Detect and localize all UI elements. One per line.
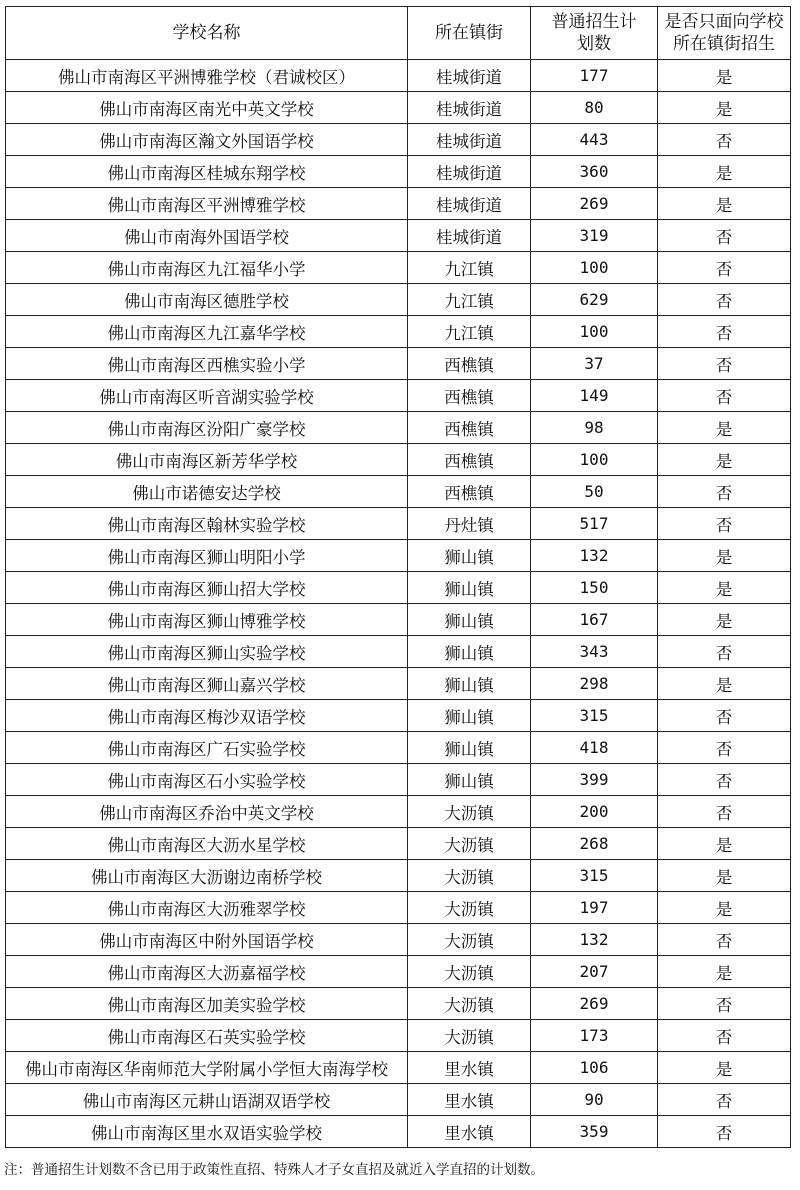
table-row [6,764,791,796]
plan-count-cell: 399 [531,764,658,796]
school-name-cell: 佛山市南海区狮山招大学校 [6,572,408,604]
table-row [6,124,791,156]
table-row [6,636,791,668]
plan-count-cell: 269 [531,988,658,1020]
plan-count-cell: 359 [531,1116,658,1148]
town-cell: 狮山镇 [408,572,531,604]
plan-count-cell: 629 [531,284,658,316]
header-row [6,7,791,60]
plan-count-cell: 100 [531,252,658,284]
enrollment-table [5,6,791,1148]
local-only-cell: 是 [658,892,791,924]
table-row [6,476,791,508]
local-only-cell: 否 [658,220,791,252]
town-cell: 里水镇 [408,1116,531,1148]
plan-count-cell: 132 [531,540,658,572]
plan-count-cell: 268 [531,828,658,860]
table-row [6,508,791,540]
table-row [6,444,791,476]
table-row [6,412,791,444]
local-only-cell: 是 [658,92,791,124]
plan-count-cell: 98 [531,412,658,444]
town-cell: 桂城街道 [408,60,531,92]
plan-count-cell: 197 [531,892,658,924]
local-only-cell: 是 [658,572,791,604]
plan-count-cell: 517 [531,508,658,540]
school-name-cell: 佛山市南海区平洲博雅学校（君诚校区） [6,60,408,92]
plan-count-cell: 207 [531,956,658,988]
school-name-cell: 佛山市南海区加美实验学校 [6,988,408,1020]
school-name-cell: 佛山市南海区梅沙双语学校 [6,700,408,732]
school-name-cell: 佛山市南海区乔治中英文学校 [6,796,408,828]
table-row [6,700,791,732]
school-name-cell: 佛山市诺德安达学校 [6,476,408,508]
local-only-cell: 是 [658,860,791,892]
school-name-cell: 佛山市南海区桂城东翔学校 [6,156,408,188]
local-only-cell: 否 [658,1116,791,1148]
town-cell: 大沥镇 [408,828,531,860]
table-row [6,732,791,764]
plan-count-cell: 269 [531,188,658,220]
plan-count-cell: 315 [531,700,658,732]
local-only-cell: 是 [658,828,791,860]
school-name-cell: 佛山市南海区狮山实验学校 [6,636,408,668]
table-row [6,860,791,892]
plan-count-cell: 149 [531,380,658,412]
table-row [6,348,791,380]
town-cell: 大沥镇 [408,988,531,1020]
local-only-cell: 是 [658,604,791,636]
school-name-cell: 佛山市南海区西樵实验小学 [6,348,408,380]
local-only-cell: 否 [658,124,791,156]
table-row [6,796,791,828]
plan-count-cell: 177 [531,60,658,92]
plan-count-cell: 200 [531,796,658,828]
header-plan-count [531,7,658,60]
local-only-cell: 是 [658,668,791,700]
plan-count-cell: 319 [531,220,658,252]
plan-count-cell: 37 [531,348,658,380]
school-name-cell: 佛山市南海区九江福华小学 [6,252,408,284]
town-cell: 大沥镇 [408,892,531,924]
table-row [6,668,791,700]
town-cell: 桂城街道 [408,92,531,124]
plan-count-cell: 343 [531,636,658,668]
local-only-cell: 是 [658,60,791,92]
table-row [6,220,791,252]
plan-count-cell: 100 [531,444,658,476]
plan-count-cell: 90 [531,1084,658,1116]
school-name-cell: 佛山市南海区大沥雅翠学校 [6,892,408,924]
table-row [6,1020,791,1052]
school-name-cell: 佛山市南海区九江嘉华学校 [6,316,408,348]
plan-count-cell: 50 [531,476,658,508]
town-cell: 狮山镇 [408,540,531,572]
plan-count-cell: 132 [531,924,658,956]
local-only-cell: 否 [658,508,791,540]
plan-count-cell: 360 [531,156,658,188]
local-only-cell: 是 [658,156,791,188]
table-row [6,604,791,636]
table-row [6,60,791,92]
town-cell: 西樵镇 [408,348,531,380]
header-school-name: 学校名称 [6,7,408,60]
local-only-cell: 否 [658,1020,791,1052]
header-town: 所在镇街 [408,7,531,60]
plan-count-cell: 315 [531,860,658,892]
table-row [6,540,791,572]
town-cell: 九江镇 [408,284,531,316]
local-only-cell: 否 [658,284,791,316]
school-name-cell: 佛山市南海区听音湖实验学校 [6,380,408,412]
town-cell: 桂城街道 [408,156,531,188]
town-cell: 桂城街道 [408,220,531,252]
town-cell: 西樵镇 [408,380,531,412]
local-only-cell: 否 [658,988,791,1020]
local-only-cell: 是 [658,188,791,220]
school-name-cell: 佛山市南海区石小实验学校 [6,764,408,796]
town-cell: 九江镇 [408,316,531,348]
school-name-cell: 佛山市南海区德胜学校 [6,284,408,316]
table-row [6,252,791,284]
table-row [6,188,791,220]
town-cell: 大沥镇 [408,796,531,828]
local-only-cell: 否 [658,636,791,668]
school-name-cell: 佛山市南海区大沥谢边南桥学校 [6,860,408,892]
table-row [6,572,791,604]
plan-count-cell: 100 [531,316,658,348]
plan-count-cell: 443 [531,124,658,156]
school-name-cell: 佛山市南海区瀚文外国语学校 [6,124,408,156]
town-cell: 丹灶镇 [408,508,531,540]
table-row [6,828,791,860]
school-name-cell: 佛山市南海区新芳华学校 [6,444,408,476]
local-only-cell: 否 [658,764,791,796]
plan-count-cell: 167 [531,604,658,636]
school-name-cell: 佛山市南海区狮山博雅学校 [6,604,408,636]
table-body [6,60,791,1148]
town-cell: 大沥镇 [408,860,531,892]
local-only-cell: 否 [658,380,791,412]
town-cell: 西樵镇 [408,476,531,508]
town-cell: 大沥镇 [408,956,531,988]
table-row [6,92,791,124]
table-row [6,988,791,1020]
local-only-cell: 否 [658,348,791,380]
local-only-cell: 是 [658,540,791,572]
table-row [6,316,791,348]
town-cell: 狮山镇 [408,700,531,732]
school-name-cell: 佛山市南海外国语学校 [6,220,408,252]
school-name-cell: 佛山市南海区翰林实验学校 [6,508,408,540]
school-name-cell: 佛山市南海区狮山明阳小学 [6,540,408,572]
local-only-cell: 否 [658,924,791,956]
plan-count-cell: 173 [531,1020,658,1052]
local-only-cell: 否 [658,1084,791,1116]
table-row [6,380,791,412]
footnote: 注：普通招生计划数不含已用于政策性直招、特殊人才子女直招及就近入学直招的计划数。 [4,1162,544,1178]
plan-count-cell: 298 [531,668,658,700]
local-only-cell: 是 [658,444,791,476]
town-cell: 桂城街道 [408,124,531,156]
table-row [6,892,791,924]
town-cell: 狮山镇 [408,636,531,668]
school-name-cell: 佛山市南海区石英实验学校 [6,1020,408,1052]
table-row [6,1116,791,1148]
school-name-cell: 佛山市南海区汾阳广豪学校 [6,412,408,444]
town-cell: 大沥镇 [408,1020,531,1052]
header-plan-count-text: 普通招生计划数 [551,12,637,54]
local-only-cell: 否 [658,252,791,284]
town-cell: 狮山镇 [408,732,531,764]
town-cell: 桂城街道 [408,188,531,220]
school-name-cell: 佛山市南海区元耕山语湖双语学校 [6,1084,408,1116]
plan-count-cell: 106 [531,1052,658,1084]
table-row [6,1052,791,1084]
plan-count-cell: 418 [531,732,658,764]
plan-count-cell: 150 [531,572,658,604]
school-name-cell: 佛山市南海区中附外国语学校 [6,924,408,956]
table-row [6,924,791,956]
local-only-cell: 否 [658,476,791,508]
local-only-cell: 是 [658,1052,791,1084]
local-only-cell: 是 [658,956,791,988]
header-local-only-text: 是否只面向学校所在镇街招生 [664,12,784,54]
school-name-cell: 佛山市南海区平洲博雅学校 [6,188,408,220]
table-row [6,156,791,188]
town-cell: 大沥镇 [408,924,531,956]
school-name-cell: 佛山市南海区大沥水星学校 [6,828,408,860]
school-name-cell: 佛山市南海区里水双语实验学校 [6,1116,408,1148]
local-only-cell: 否 [658,796,791,828]
school-name-cell: 佛山市南海区南光中英文学校 [6,92,408,124]
town-cell: 狮山镇 [408,668,531,700]
town-cell: 里水镇 [408,1084,531,1116]
table-row [6,956,791,988]
town-cell: 狮山镇 [408,764,531,796]
school-name-cell: 佛山市南海区大沥嘉福学校 [6,956,408,988]
town-cell: 西樵镇 [408,412,531,444]
school-name-cell: 佛山市南海区狮山嘉兴学校 [6,668,408,700]
town-cell: 九江镇 [408,252,531,284]
local-only-cell: 否 [658,316,791,348]
header-local-only [658,7,791,60]
town-cell: 狮山镇 [408,604,531,636]
table-row [6,1084,791,1116]
town-cell: 西樵镇 [408,444,531,476]
table-row [6,284,791,316]
town-cell: 里水镇 [408,1052,531,1084]
local-only-cell: 是 [658,412,791,444]
school-name-cell: 佛山市南海区华南师范大学附属小学恒大南海学校 [6,1052,408,1084]
school-name-cell: 佛山市南海区广石实验学校 [6,732,408,764]
local-only-cell: 否 [658,700,791,732]
plan-count-cell: 80 [531,92,658,124]
local-only-cell: 否 [658,732,791,764]
